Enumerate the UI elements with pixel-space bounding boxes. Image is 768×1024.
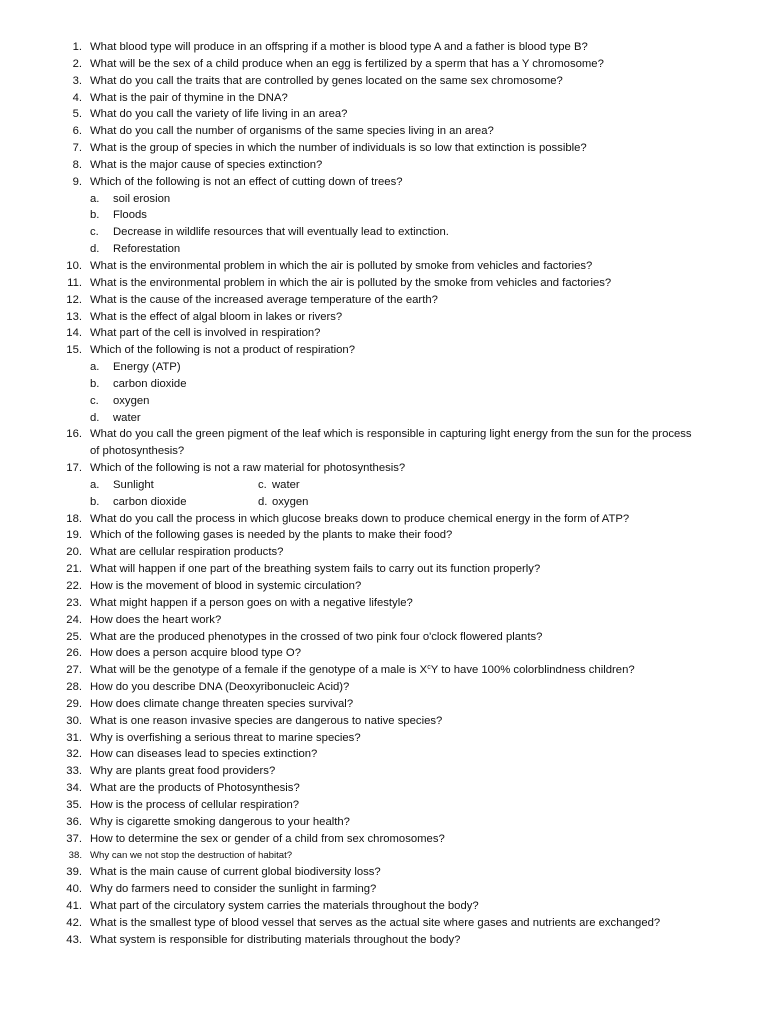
question-item xyxy=(0,527,768,544)
question-item xyxy=(0,763,768,780)
question-text: What do you call the number of organisms of the same species living in an area? xyxy=(90,125,494,138)
question-text: What part of the circulatory system carries the materials throughout the body? xyxy=(90,900,479,913)
question-text: What is the environmental problem in which the air is polluted by the smoke from vehicles and factories? xyxy=(90,276,612,289)
question-item xyxy=(0,898,768,915)
question-text: What blood type will produce in an offspring if a mother is blood type A and a father is blood type B? xyxy=(90,41,588,53)
question-text: What do you call the process in which glucose breaks down to produce chemical energy in the form of ATP? xyxy=(90,512,630,525)
question-text: Which of the following is not a product of respiration? xyxy=(90,344,355,357)
question-text: What are cellular respiration products? xyxy=(90,546,284,559)
option-letter: a. xyxy=(90,192,100,205)
question-number: 10. xyxy=(66,259,82,272)
answer-option xyxy=(0,191,768,208)
option-letter: c. xyxy=(90,394,99,407)
question-item xyxy=(0,325,768,342)
question-text: Which of the following is not a raw material for photosynthesis? xyxy=(90,462,406,475)
answer-option xyxy=(0,207,768,224)
option-letter: c. xyxy=(90,226,99,239)
question-number: 20. xyxy=(66,546,82,559)
question-number: 12. xyxy=(66,293,82,306)
question-text: Why can we not stop the destruction of habitat? xyxy=(90,849,293,861)
question-text: Which of the following gases is needed by the plants to make their food? xyxy=(90,529,453,542)
question-number: 11. xyxy=(67,276,82,289)
question-item xyxy=(0,864,768,881)
question-number: 5. xyxy=(72,108,82,121)
question-text-start: What will be the genotype of a female if the genotype of a male is X xyxy=(90,664,428,677)
question-item xyxy=(0,544,768,561)
question-text: What is the environmental problem in which the air is polluted by smoke from vehicles and factories? xyxy=(90,259,593,272)
answer-option-row xyxy=(0,477,768,494)
question-text: How do you describe DNA (Deoxyribonucleic Acid)? xyxy=(90,681,350,694)
question-number: 7. xyxy=(72,142,82,155)
question-item xyxy=(0,629,768,646)
question-number: 33. xyxy=(66,765,82,778)
answer-option xyxy=(0,359,768,376)
question-item xyxy=(0,275,768,292)
question-item xyxy=(0,848,768,865)
question-number: 36. xyxy=(66,815,82,828)
question-text: What is the effect of algal bloom in lakes or rivers? xyxy=(90,310,343,323)
question-number: 39. xyxy=(66,866,82,879)
question-text: What is the major cause of species extinction? xyxy=(90,158,323,171)
question-item xyxy=(0,578,768,595)
question-text: What is one reason invasive species are dangerous to native species? xyxy=(90,714,443,727)
answer-option xyxy=(0,241,768,258)
question-number: 25. xyxy=(66,630,82,643)
question-number: 37. xyxy=(66,832,82,845)
option-letter: b. xyxy=(90,495,100,508)
question-number: 13. xyxy=(66,310,82,323)
answer-option xyxy=(0,376,768,393)
option-letter: d. xyxy=(258,495,268,508)
answer-option xyxy=(0,224,768,241)
question-text: What are the produced phenotypes in the crossed of two pink four o'clock flowered plants? xyxy=(90,630,543,643)
question-number: 4. xyxy=(72,91,82,104)
question-text: What is the pair of thymine in the DNA? xyxy=(90,91,288,104)
question-number: 31. xyxy=(66,731,82,744)
question-number: 29. xyxy=(66,697,82,710)
question-text: What do you call the traits that are controlled by genes located on the same sex chromosome? xyxy=(90,74,563,87)
option-text: Reforestation xyxy=(113,243,181,256)
answer-option xyxy=(0,410,768,427)
answer-option-row xyxy=(0,494,768,511)
question-item xyxy=(0,157,768,174)
question-item xyxy=(0,292,768,309)
question-number: 19. xyxy=(66,529,82,542)
question-number: 23. xyxy=(66,596,82,609)
question-item xyxy=(0,780,768,797)
question-number: 2. xyxy=(72,57,82,70)
question-item xyxy=(0,797,768,814)
answer-option xyxy=(0,393,768,410)
question-item xyxy=(0,309,768,326)
question-text xyxy=(90,662,704,679)
question-text: What will be the sex of a child produce when an egg is fertilized by a sperm that has a Y chromosome? xyxy=(90,57,604,70)
question-item xyxy=(0,140,768,157)
option-letter: b. xyxy=(90,209,100,222)
question-number: 30. xyxy=(66,714,82,727)
question-number: 6. xyxy=(72,125,82,138)
option-text: water xyxy=(113,411,141,424)
question-item xyxy=(0,426,768,460)
question-text: What is the cause of the increased average temperature of the earth? xyxy=(90,293,438,306)
superscript: c xyxy=(427,664,431,672)
option-text: carbon dioxide xyxy=(113,495,187,508)
question-text: How does a person acquire blood type O? xyxy=(90,647,302,660)
question-text: Why do farmers need to consider the sunlight in farming? xyxy=(90,883,377,896)
question-item xyxy=(0,258,768,275)
question-item xyxy=(0,90,768,107)
question-number: 17. xyxy=(66,462,82,475)
question-number: 27. xyxy=(66,664,82,677)
question-text: How is the process of cellular respiration? xyxy=(90,798,300,811)
question-text: What is the smallest type of blood vessel that serves as the actual site where gases and nutrients are exchanged? xyxy=(90,916,661,929)
option-letter: a. xyxy=(90,361,100,374)
question-item xyxy=(0,645,768,662)
question-item xyxy=(0,595,768,612)
question-text: What is the group of species in which the number of individuals is so low that extinction is possible? xyxy=(90,142,587,155)
question-text: What is the main cause of current global biodiversity loss? xyxy=(90,866,381,879)
question-item xyxy=(0,730,768,747)
question-number: 3. xyxy=(72,74,82,87)
question-text: What system is responsible for distributing materials throughout the body? xyxy=(90,933,461,946)
question-number: 1. xyxy=(72,41,82,53)
question-number: 32. xyxy=(66,748,82,761)
question-item xyxy=(0,679,768,696)
question-item xyxy=(0,56,768,73)
question-text: What are the products of Photosynthesis? xyxy=(90,782,300,795)
option-letter: d. xyxy=(90,243,100,256)
question-number: 35. xyxy=(66,798,82,811)
question-number: 26. xyxy=(66,647,82,660)
question-item xyxy=(0,174,768,191)
question-text: What part of the cell is involved in respiration? xyxy=(90,327,321,340)
question-item xyxy=(0,932,768,949)
question-text: How does the heart work? xyxy=(90,613,222,626)
question-item xyxy=(0,511,768,528)
question-item xyxy=(0,612,768,629)
question-item xyxy=(0,915,768,932)
question-text: What do you call the green pigment of the leaf which is responsible in capturing light energy from the sun for the process of photosynthesis? xyxy=(90,428,692,458)
question-text: What might happen if a person goes on with a negative lifestyle? xyxy=(90,596,413,609)
question-item xyxy=(0,713,768,730)
question-document xyxy=(0,39,768,949)
question-text: How is the movement of blood in systemic circulation? xyxy=(90,580,362,592)
option-letter: d. xyxy=(90,411,100,424)
question-number: 9. xyxy=(72,175,82,188)
question-text-end: Y to have 100% colorblindness children? xyxy=(430,664,635,677)
option-text: soil erosion xyxy=(113,192,171,205)
question-number: 8. xyxy=(72,158,82,171)
question-item xyxy=(0,746,768,763)
question-item xyxy=(0,39,768,56)
question-item xyxy=(0,342,768,359)
option-text: oxygen xyxy=(272,495,309,508)
question-item xyxy=(0,831,768,848)
question-text: How does climate change threaten species survival? xyxy=(90,697,354,710)
question-item xyxy=(0,662,768,679)
question-item xyxy=(0,561,768,578)
question-number: 38. xyxy=(68,849,82,861)
question-text: What will happen if one part of the breathing system fails to carry out its function properly? xyxy=(90,563,541,576)
question-number: 28. xyxy=(66,681,82,694)
question-item xyxy=(0,696,768,713)
option-text: Decrease in wildlife resources that will eventually lead to extinction. xyxy=(113,226,449,239)
question-number: 40. xyxy=(66,883,82,896)
option-text: water xyxy=(272,478,300,491)
question-text: Why is overfishing a serious threat to marine species? xyxy=(90,731,361,744)
question-text: Which of the following is not an effect of cutting down of trees? xyxy=(90,175,403,188)
question-item xyxy=(0,106,768,123)
option-text: Energy (ATP) xyxy=(113,361,181,374)
question-item xyxy=(0,123,768,140)
question-number: 43. xyxy=(66,933,82,946)
question-number: 14. xyxy=(66,327,82,340)
option-text: oxygen xyxy=(113,394,150,407)
option-text: carbon dioxide xyxy=(113,377,187,390)
question-text: Why is cigarette smoking dangerous to your health? xyxy=(90,815,350,828)
option-text: Floods xyxy=(113,209,147,222)
question-number: 24. xyxy=(66,613,82,626)
question-item xyxy=(0,881,768,898)
question-item xyxy=(0,460,768,477)
question-number: 16. xyxy=(66,428,82,441)
question-number: 15. xyxy=(66,344,82,357)
question-text: How can diseases lead to species extinction? xyxy=(90,748,318,761)
question-number: 42. xyxy=(66,916,82,929)
question-number: 18. xyxy=(66,512,82,525)
question-text: Why are plants great food providers? xyxy=(90,765,276,778)
question-number: 21. xyxy=(66,563,82,576)
question-number: 22. xyxy=(66,580,82,592)
question-item xyxy=(0,73,768,90)
option-letter: a. xyxy=(90,478,100,491)
question-item xyxy=(0,814,768,831)
question-number: 41. xyxy=(66,900,82,913)
question-text: What do you call the variety of life living in an area? xyxy=(90,108,348,121)
question-text: How to determine the sex or gender of a child from sex chromosomes? xyxy=(90,832,445,845)
question-number: 34. xyxy=(66,782,82,795)
option-letter: c. xyxy=(258,478,267,491)
option-letter: b. xyxy=(90,377,100,390)
option-text: Sunlight xyxy=(113,478,154,491)
